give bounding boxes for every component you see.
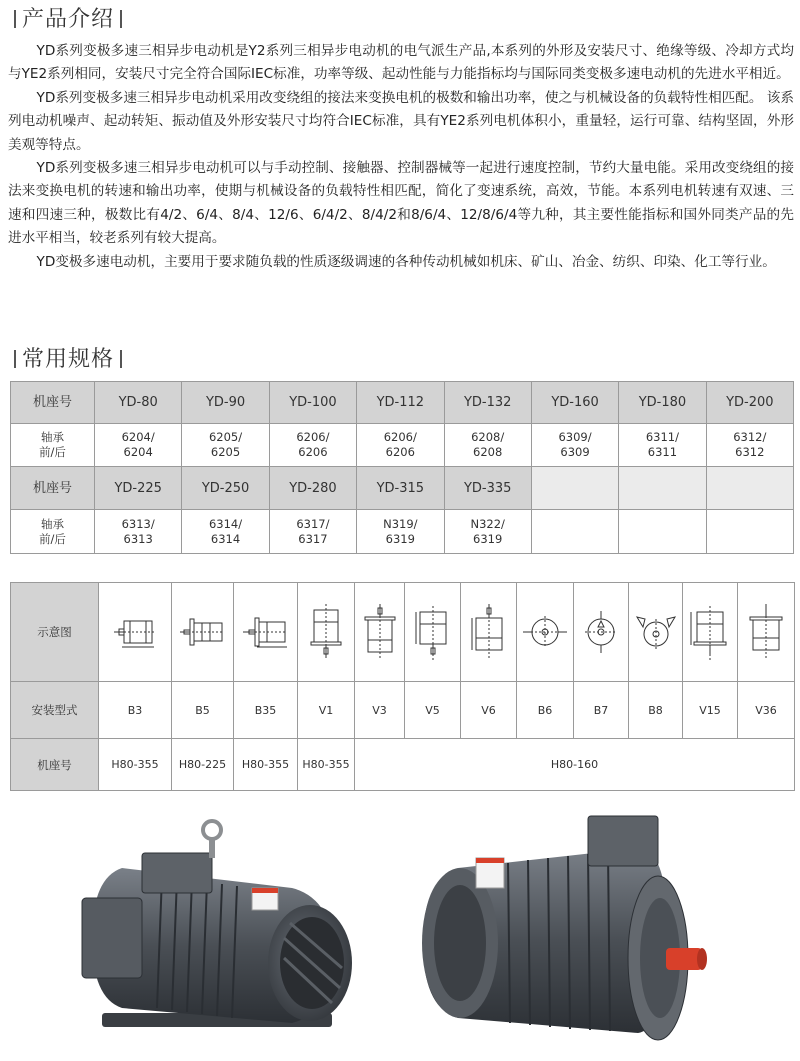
- bearing-cell: [182, 424, 269, 467]
- bearing-front: 6205/: [208, 430, 243, 444]
- diagram-cell: [738, 583, 795, 682]
- bearing-cell: [269, 424, 356, 467]
- mount-type-cell: B35: [234, 682, 298, 739]
- intro-title-text: 产品介绍: [22, 7, 115, 32]
- empty-cell: [619, 467, 706, 510]
- empty-cell: [706, 510, 793, 554]
- specs-title-text: 常用规格: [22, 347, 115, 372]
- b6-diagram-icon: [520, 607, 570, 657]
- foot-mounted-motor-image: [62, 808, 362, 1053]
- mount-frame-cell: H80-225: [172, 739, 234, 791]
- bearing-rear: 6312: [735, 445, 765, 459]
- intro-text: [8, 40, 794, 274]
- b5-diagram-icon: [178, 607, 228, 657]
- bearing-front: 6312/: [733, 430, 767, 444]
- mount-frame-cell: H80-355: [99, 739, 172, 791]
- bearing-cell: [357, 424, 444, 467]
- spec-table: [10, 381, 794, 554]
- intro-paragraph-3: YD系列变极多速三相异步电动机可以与手动控制、接触器、控制器械等一起进行速度控制，节约大量电能。采用改变绕组的接法来变换电机的转速和输出功率，使期与机械设备的负载特性相匹配，简化了变速系统，高效，节能。本系列电机转速有双速、三速和四速三种，极数比有4/2、6/4、8/4、12/6、6/4/2、8/4/2和8/6/4、12/8/6/4等九种，其主要性能指标和国外同类产品的先进水平相当，较老系列有较大提高。: [8, 160, 794, 247]
- mounting-table: [10, 582, 795, 791]
- diagram-header: 示意图: [11, 583, 99, 682]
- frame-cell: YD-315: [357, 467, 444, 510]
- bearing-cell: [444, 424, 531, 467]
- v5-diagram-icon: [410, 602, 456, 662]
- bearing-front: 6311/: [645, 430, 680, 444]
- bearing-front: 6206/: [296, 430, 330, 444]
- empty-cell: [531, 510, 618, 554]
- frame-cell: YD-90: [182, 382, 269, 424]
- bearing-cell: [444, 510, 531, 554]
- diagram-cell: [234, 583, 298, 682]
- bearing-front: 6313/: [121, 516, 155, 531]
- mount-type-cell: V3: [355, 682, 405, 739]
- b7-diagram-icon: [576, 607, 626, 657]
- mount-type-cell: V1: [298, 682, 355, 739]
- diagram-cell: [517, 583, 574, 682]
- bearing-cell: [619, 424, 706, 467]
- bearing-header: [11, 510, 95, 554]
- bearing-cell: [182, 510, 269, 554]
- mount-type-cell: V6: [461, 682, 517, 739]
- mount-type-cell: B8: [629, 682, 683, 739]
- title-bar-left: [14, 10, 16, 28]
- diagram-cell: [355, 583, 405, 682]
- bearing-front: 6309/: [558, 430, 592, 444]
- diagram-cell: [574, 583, 629, 682]
- bearing-rear: 6208: [473, 445, 503, 459]
- frame-cell: YD-80: [95, 382, 182, 424]
- table-row: [11, 682, 795, 739]
- diagram-cell: [298, 583, 355, 682]
- mount-type-cell: V5: [405, 682, 461, 739]
- bearing-cell: [531, 424, 618, 467]
- empty-cell: [706, 467, 793, 510]
- bearing-cell: [95, 510, 182, 554]
- table-row: [11, 510, 794, 554]
- table-row: [11, 382, 794, 424]
- diagram-cell: [461, 583, 517, 682]
- intro-paragraph-4: YD变极多速电动机，主要用于要求随负载的性质逐级调速的各种传动机械如机床、矿山、冶金、纺织、印染、化工等行业。: [36, 253, 776, 270]
- intro-title: [8, 2, 128, 33]
- table-row: [11, 583, 795, 682]
- bearing-sublabel: 前/后: [39, 445, 66, 459]
- bearing-cell: [706, 424, 793, 467]
- v6-diagram-icon: [464, 602, 514, 662]
- bearing-header: [11, 424, 95, 467]
- frame-cell: YD-112: [357, 382, 444, 424]
- frame-cell: YD-132: [444, 382, 531, 424]
- bearing-cell: [95, 424, 182, 467]
- frame-cell: YD-250: [182, 467, 269, 510]
- diagram-cell: [99, 583, 172, 682]
- bearing-front: 6314/: [208, 516, 243, 531]
- bearing-rear: 6309: [560, 445, 590, 459]
- flange-mounted-motor-image: [418, 808, 708, 1053]
- mount-type-cell: B3: [99, 682, 172, 739]
- bearing-cell: [269, 510, 356, 554]
- bearing-label: 轴承: [41, 430, 64, 444]
- bearing-rear: 6319: [473, 531, 503, 546]
- frame-header: 机座号: [11, 382, 95, 424]
- mount-type-cell: B6: [517, 682, 574, 739]
- diagram-cell: [172, 583, 234, 682]
- frame-cell: YD-160: [531, 382, 618, 424]
- b3-diagram-icon: [110, 607, 160, 657]
- bearing-rear: 6317: [298, 531, 328, 546]
- bearing-front: N319/: [383, 516, 418, 531]
- title-bar-right: [120, 10, 122, 28]
- bearing-rear: 6319: [385, 531, 415, 546]
- table-row: [11, 467, 794, 510]
- bearing-front: N322/: [470, 516, 505, 531]
- frame-cell: YD-280: [269, 467, 356, 510]
- diagram-cell: [683, 583, 738, 682]
- bearing-rear: 6205: [210, 445, 241, 459]
- mount-frame-cell-merged: H80-160: [355, 739, 795, 791]
- frame-cell: YD-335: [444, 467, 531, 510]
- bearing-cell: [357, 510, 444, 554]
- bearing-label: 轴承: [41, 516, 64, 531]
- intro-paragraph-2: YD系列变极多速三相异步电动机采用改变绕组的接法来变换电机的极数和输出功率，使之与机械设备的负载特性相匹配。 该系列电动机噪声、起动转矩、振动值及外形安装尺寸均符合IEC标准，具有YE2系列电机体积小，重量轻，运行可靠、结构坚固，外形美观等特点。: [8, 89, 794, 153]
- bearing-front: 6206/: [383, 430, 417, 444]
- bearing-rear: 6311: [647, 445, 678, 459]
- mount-frame-cell: H80-355: [298, 739, 355, 791]
- bearing-front: 6204/: [121, 430, 155, 444]
- title-bar-left: [14, 350, 16, 368]
- bearing-front: 6208/: [471, 430, 505, 444]
- mount-type-cell: B7: [574, 682, 629, 739]
- table-row: [11, 739, 795, 791]
- mount-frame-header: 机座号: [11, 739, 99, 791]
- specs-title: [8, 342, 128, 373]
- intro-paragraph-1: YD系列变极多速三相异步电动机是Y2系列三相异步电动机的电气派生产品,本系列的外形及安装尺寸、绝缘等级、冷却方式均与YE2系列相同，安装尺寸完全符合国际IEC标准，功率等级、起动性能与力能指标均与国际同类变极多速电动机的先进水平相近。: [8, 43, 794, 83]
- bearing-sublabel: 前/后: [39, 531, 66, 546]
- title-bar-right: [120, 350, 122, 368]
- bearing-rear: 6206: [298, 445, 328, 459]
- v36-diagram-icon: [743, 602, 789, 662]
- bearing-rear: 6314: [210, 531, 241, 546]
- diagram-cell: [629, 583, 683, 682]
- bearing-rear: 6313: [123, 531, 153, 546]
- mount-type-cell: B5: [172, 682, 234, 739]
- mount-type-cell: V15: [683, 682, 738, 739]
- table-row: [11, 424, 794, 467]
- bearing-rear: 6204: [123, 445, 153, 459]
- bearing-rear: 6206: [385, 445, 415, 459]
- frame-cell: YD-225: [95, 467, 182, 510]
- mount-type-header: 安装型式: [11, 682, 99, 739]
- b35-diagram-icon: [241, 607, 291, 657]
- b8-diagram-icon: [631, 607, 681, 657]
- v15-diagram-icon: [687, 602, 733, 662]
- frame-cell: YD-200: [706, 382, 793, 424]
- empty-cell: [619, 510, 706, 554]
- empty-cell: [531, 467, 618, 510]
- frame-cell: YD-180: [619, 382, 706, 424]
- v3-diagram-icon: [355, 602, 405, 662]
- mount-type-cell: V36: [738, 682, 795, 739]
- bearing-front: 6317/: [296, 516, 330, 531]
- mount-frame-cell: H80-355: [234, 739, 298, 791]
- v1-diagram-icon: [301, 602, 351, 662]
- frame-cell: YD-100: [269, 382, 356, 424]
- diagram-cell: [405, 583, 461, 682]
- frame-header: 机座号: [11, 467, 95, 510]
